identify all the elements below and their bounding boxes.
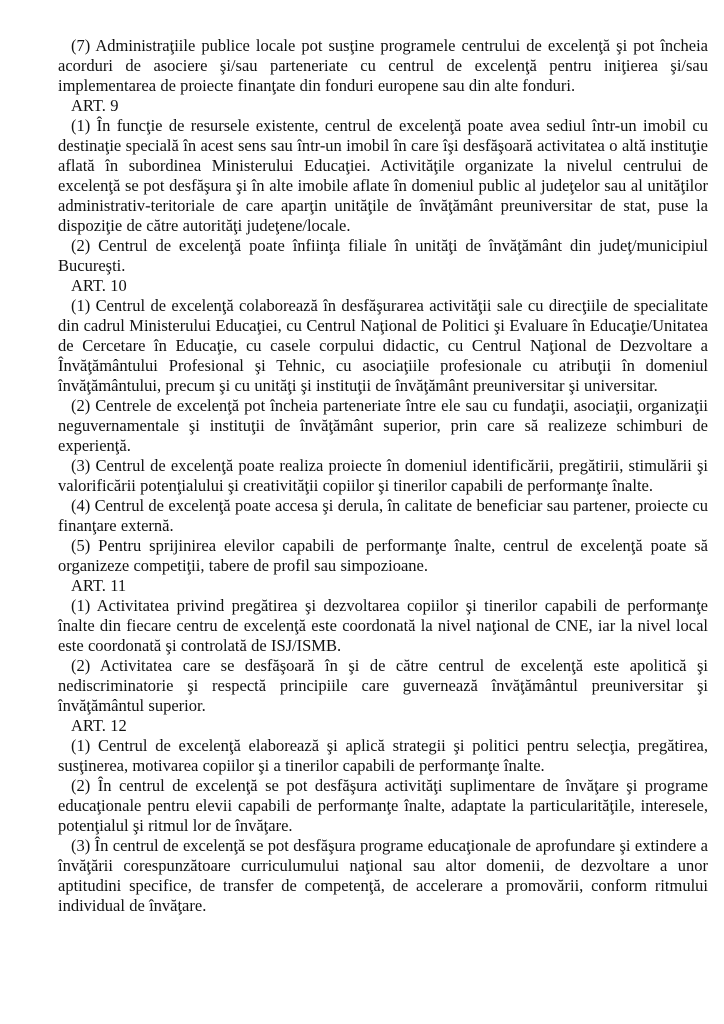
legal-paragraph-art8-7: (7) Administraţiile publice locale pot susţine programele centrului de excelenţă şi pot încheia acorduri de asociere şi/sau parteneriate cu centrul de excelenţă pentru iniţierea şi/sau implementarea de proiecte finanţate din fonduri europene sau din alte fonduri.	[58, 36, 708, 95]
legal-paragraph-art10-2: (2) Centrele de excelenţă pot încheia parteneriate între ele sau cu fundaţii, asociaţii, organizaţii neguvernamentale şi instituţii de învăţământ superior, prin care să realizeze schimburi de experienţă.	[58, 396, 708, 455]
legal-paragraph-art12-3: (3) În centrul de excelenţă se pot desfăşura programe educaţionale de aprofundare şi extindere a învăţării corespunzătoare curriculumului naţional sau altor domenii, de dezvoltare a unor aptitudini specifice, de transfer de competenţă, de accelerare a promovării, conform ritmului individual de învăţare.	[58, 836, 708, 915]
text-column	[58, 36, 708, 916]
article-heading-art9: ART. 9	[71, 96, 119, 115]
legal-paragraph-art10-4: (4) Centrul de excelenţă poate accesa şi derula, în calitate de beneficiar sau partener, proiecte cu finanţare externă.	[58, 496, 708, 535]
legal-paragraph-art10-5: (5) Pentru sprijinirea elevilor capabili de performanţe înalte, centrul de excelenţă poate să organizeze competiţii, tabere de profil sau simpozioane.	[58, 536, 708, 575]
article-heading-art12: ART. 12	[71, 716, 127, 735]
legal-paragraph-art10-3: (3) Centrul de excelenţă poate realiza proiecte în domeniul identificării, pregătirii, stimulării şi valorificării potenţialului şi creativităţii copiilor şi tinerilor capabili de performanţe înalte.	[58, 456, 708, 495]
legal-paragraph-art9-2: (2) Centrul de excelenţă poate înfiinţa filiale în unităţi de învăţământ din judeţ/municipiul Bucureşti.	[58, 236, 708, 275]
legal-paragraph-art11-2: (2) Activitatea care se desfăşoară în şi de către centrul de excelenţă este apolitică şi nediscriminatorie şi respectă principiile care guvernează învăţământul preuniversitar şi învăţământul superior.	[58, 656, 708, 715]
legal-paragraph-art9-1: (1) În funcţie de resursele existente, centrul de excelenţă poate avea sediul într-un imobil cu destinaţie specială în acest sens sau într-un imobil în care îşi desfăşoară activitatea o altă instituţie aflată în subordinea Ministerului Educaţiei. Activităţile organizate la nivelul centrului de excelenţă se pot desfăşura şi în alte imobile aflate în domeniul public al judeţelor sau al unităţilor administrativ-teritoriale de care aparţin unităţile de învăţământ preuniversitar de stat, puse la dispoziţie de către autorităţi judeţene/locale.	[58, 116, 708, 235]
article-heading-art10: ART. 10	[71, 276, 127, 295]
legal-paragraph-art11-1: (1) Activitatea privind pregătirea şi dezvoltarea copiilor şi tinerilor capabili de performanţe înalte din fiecare centru de excelenţă este coordonată la nivel naţional de CNE, iar la nivel local este coordonată şi controlată de ISJ/ISMB.	[58, 596, 708, 655]
article-heading-art11: ART. 11	[71, 576, 127, 595]
legal-paragraph-art10-1: (1) Centrul de excelenţă colaborează în desfăşurarea activităţii sale cu direcţiile de specialitate din cadrul Ministerului Educaţiei, cu Centrul Naţional de Politici şi Evaluare în Educaţie/Unitatea de Cercetare în Educaţie, cu casele corpului didactic, cu Centrul Naţional de Dezvoltare a Învăţământului Profesional şi Tehnic, cu asociaţiile profesionale cu atribuţii în domeniul învăţământului, precum şi cu unităţi şi instituţii de învăţământ preuniversitar şi universitar.	[58, 296, 708, 395]
legal-paragraph-art12-2: (2) În centrul de excelenţă se pot desfăşura activităţi suplimentare de învăţare şi programe educaţionale pentru elevii capabili de performanţe înalte, adaptate la particularităţile, interesele, potenţialul şi ritmul lor de învăţare.	[58, 776, 708, 835]
legal-paragraph-art12-1: (1) Centrul de excelenţă elaborează şi aplică strategii şi politici pentru selecţia, pregătirea, susţinerea, motivarea copiilor şi a tinerilor capabili de performanţe înalte.	[58, 736, 708, 775]
